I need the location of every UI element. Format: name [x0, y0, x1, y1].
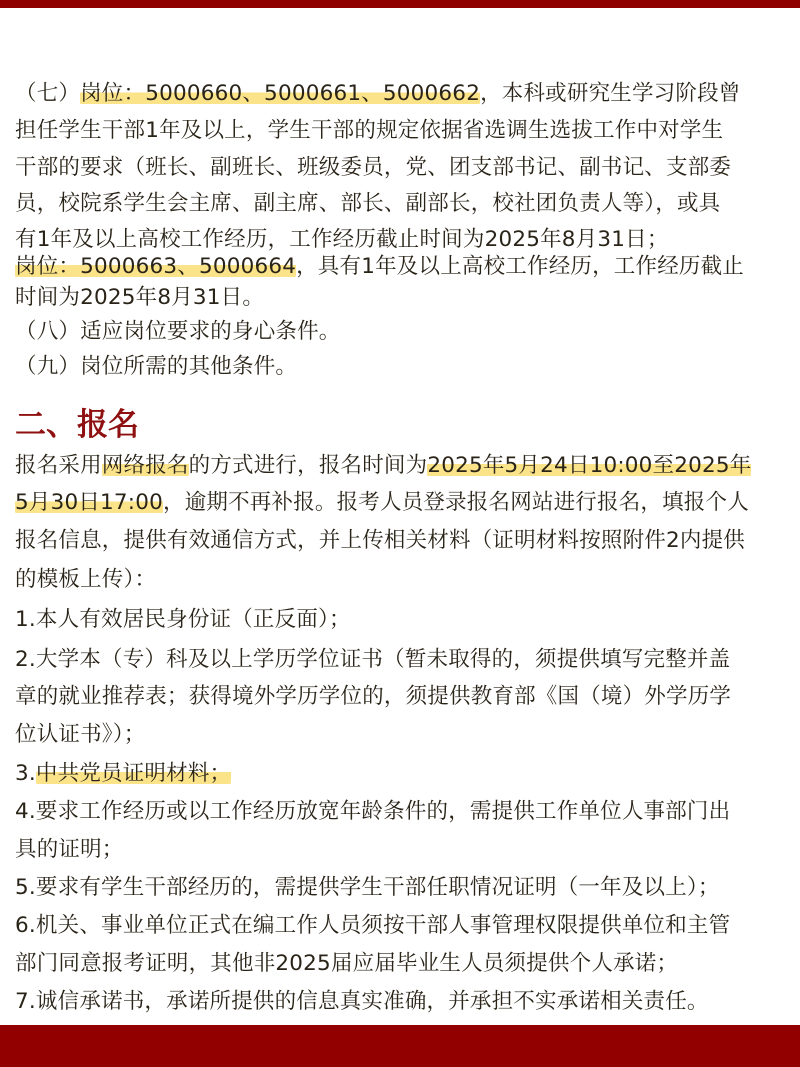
- text-line: [15, 451, 751, 481]
- text-line: [15, 797, 730, 827]
- text-segment: 3.: [15, 761, 36, 786]
- text-line: [15, 317, 341, 347]
- text-line: [15, 565, 156, 595]
- text-line: [15, 189, 720, 219]
- text-segment: 干部的要求（班长、副班长、班级委员，党、团支部书记、副书记、支部委: [15, 155, 732, 180]
- text-segment: 2.大学本（专）科及以上学历学位证书（暂未取得的，须提供填写完整并盖: [15, 647, 731, 672]
- section-heading-registration: 二、报名: [15, 407, 139, 443]
- text-line: [15, 352, 297, 382]
- text-line: [15, 949, 678, 979]
- text-segment: ，本科或研究生学习阶段曾: [480, 81, 741, 106]
- text-line: [15, 526, 745, 556]
- highlighted-text: 岗位：5000660、5000661、5000662: [80, 81, 481, 106]
- text-segment: 时间为2025年8月31日。: [15, 285, 265, 310]
- text-line: [15, 682, 731, 712]
- text-segment: 的模板上传）：: [15, 567, 157, 592]
- text-line: [15, 605, 351, 635]
- text-segment: 担任学生干部1年及以上，学生干部的规定依据省选调生选拔工作中对学生: [15, 118, 724, 143]
- text-segment: 员，校院系学生会主席、副主席、部长、副部长，校社团负责人等），或具: [15, 191, 721, 216]
- text-segment: 报名采用: [15, 453, 102, 478]
- text-segment: 位认证书》）；: [15, 722, 146, 747]
- text-line: [15, 720, 145, 750]
- text-segment: （八）适应岗位要求的身心条件。: [15, 319, 341, 344]
- text-line: [15, 911, 730, 941]
- text-segment: 报名信息，提供有效通信方式，并上传相关材料（证明材料按照附件2内提供: [15, 528, 745, 553]
- text-line: [15, 645, 730, 675]
- text-segment: 5.要求有学生干部经历的，需提供学生干部任职情况证明（一年及以上）；: [15, 875, 720, 900]
- text-segment: 4.要求工作经历或以工作经历放宽年龄条件的，需提供工作单位人事部门出: [15, 799, 731, 824]
- text-line: [15, 153, 731, 183]
- text-segment: 7.诚信承诺书，承诺所提供的信息真实准确，并承担不实承诺相关责任。: [15, 989, 709, 1014]
- text-segment: 的方式进行，报名时间为: [188, 453, 428, 478]
- highlighted-text: 岗位：5000663、5000664: [15, 254, 297, 279]
- text-segment: ，具有1年及以上高校工作经历，工作经历截止: [296, 254, 744, 279]
- highlighted-text: 网络报名: [101, 453, 189, 478]
- highlighted-text: 2025年5月24日10:00至2025年: [427, 453, 752, 478]
- text-line: [15, 488, 749, 518]
- text-line: [15, 987, 709, 1017]
- text-segment: 部门同意报考证明，其他非2025届应届毕业生人员须提供个人承诺；: [15, 951, 679, 976]
- text-line: [15, 283, 264, 313]
- text-line: [15, 835, 124, 865]
- text-line: [15, 873, 720, 903]
- highlighted-text: 5月30日17:00: [15, 490, 163, 515]
- text-line: [15, 116, 723, 146]
- text-segment: 1.本人有效居民身份证（正反面）；: [15, 607, 351, 632]
- text-segment: 6.机关、事业单位正式在编工作人员须按干部人事管理权限提供单位和主管: [15, 913, 731, 938]
- text-line: [15, 252, 744, 282]
- text-segment: 有1年及以上高校工作经历，工作经历截止时间为2025年8月31日；: [15, 227, 669, 252]
- text-line: [15, 79, 740, 109]
- text-segment: ，逾期不再补报。报考人员登录报名网站进行报名，填报个人: [163, 490, 749, 515]
- top-border-bar: [0, 0, 800, 8]
- bottom-border-bar: [0, 1025, 800, 1067]
- text-segment: （九）岗位所需的其他条件。: [15, 354, 298, 379]
- text-segment: 章的就业推荐表；获得境外学历学位的，须提供教育部《国（境）外学历学: [15, 684, 732, 709]
- text-line: [15, 225, 669, 255]
- highlighted-text: 中共党员证明材料；: [35, 761, 232, 786]
- text-segment: 具的证明；: [15, 837, 124, 862]
- text-segment: （七）: [15, 81, 81, 106]
- text-line: [15, 759, 231, 789]
